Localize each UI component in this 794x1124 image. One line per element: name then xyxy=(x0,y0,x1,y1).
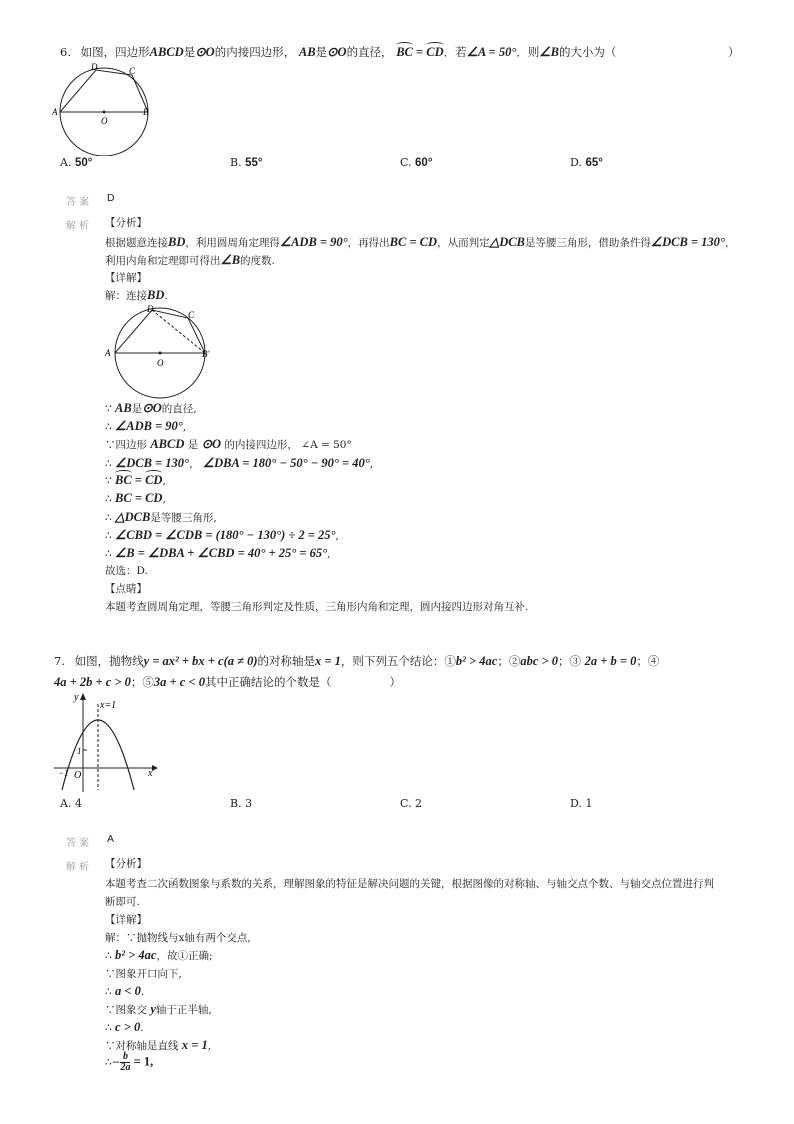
q7-step-5: ∵图象交 y轴于正半轴, xyxy=(105,1002,212,1016)
label-o-2: O xyxy=(157,358,164,368)
label-one: 1 xyxy=(77,746,82,756)
q7-analysis-line1: 本题考查二次函数图象与系数的关系，理解图象的特征是解决问题的关键，根据图像的对称轴、与轴交点个数、与轴交点位置进行判 xyxy=(105,878,714,890)
q7-option-d[interactable]: D. 1 xyxy=(570,797,593,810)
q7-stem-line1: 7. 如图，抛物线y = ax² + bx + c(a ≠ 0)的对称轴是x = 1，则下列五个结论：①b² > 4ac；②abc > 0；③ 2a + b = 0；④ xyxy=(54,654,660,668)
q6-step-2: ∴ ∠ADB = 90°, xyxy=(105,419,187,433)
q6-analysis-line1: 根据题意连接BD，利用圆周角定理得∠ADB = 90°，再得出BC = CD，从而判定△DCB是等腰三角形，借助条件得∠DCB = 130°， xyxy=(105,235,736,249)
q6-stem: 6. 如图，四边形ABCD是⊙O的内接四边形， AB是⊙O的直径， BC = CD．若∠A = 50°．则∠B的大小为（ xyxy=(60,45,617,59)
q6-circle-figure xyxy=(52,60,162,156)
q6-close-paren: ） xyxy=(728,45,740,59)
q6-option-c[interactable]: C. 60° xyxy=(400,156,433,169)
q6-analysis-label: 解析 xyxy=(66,221,92,232)
q6-answer-label: 答案 xyxy=(66,197,92,208)
label-d: D xyxy=(91,62,98,72)
x-axis-arrow xyxy=(152,765,158,771)
label-origin: O xyxy=(74,770,82,781)
center-dot-2 xyxy=(159,352,162,355)
q7-parabola-figure xyxy=(52,690,162,794)
q6-step-5: ∴ ∠CBD = ∠CDB = (180° − 130°) ÷ 2 = 25°, xyxy=(105,528,339,542)
label-c-2: C xyxy=(188,310,195,320)
q6-step-iso: ∴ △DCB是等腰三角形, xyxy=(105,510,217,524)
q6-analysis-line2: 利用内角和定理即可得出∠B的度数. xyxy=(105,253,275,267)
arc-cd: CD xyxy=(426,45,444,59)
q7-analysis-head: 【分析】 xyxy=(105,858,147,870)
q6-analysis-head: 【分析】 xyxy=(105,217,147,229)
q7-option-a[interactable]: A. 4 xyxy=(60,797,82,810)
label-b-2: B' xyxy=(202,349,210,359)
label-y: y xyxy=(74,692,79,703)
label-neg-one: −1 xyxy=(58,768,69,778)
y-axis-arrow xyxy=(80,693,86,700)
arc-bc: BC xyxy=(396,45,413,59)
q7-step-4: ∴ a < 0. xyxy=(105,984,145,998)
label-a: A xyxy=(52,107,58,117)
q6-step-arc: ∵ BC = CD, xyxy=(105,473,166,487)
q6-detail-head: 【详解】 xyxy=(105,272,147,284)
q7-stem-line2: 4a + 2b + c > 0；⑤3a + c < 0其中正确结论的个数是（ ） xyxy=(54,675,401,689)
q7-step-3: ∵图象开口向下, xyxy=(105,968,182,980)
q6-comment-head: 【点睛】 xyxy=(105,583,147,595)
q6-solution-figure xyxy=(104,300,224,400)
q6-step-1: ∵ AB是⊙O的直径, xyxy=(105,401,197,415)
label-axis: x=1 xyxy=(100,700,117,711)
q6-option-b[interactable]: B. 55° xyxy=(230,156,263,169)
q7-step-1: 解：∵抛物线与x轴有两个交点, xyxy=(105,932,251,944)
q6-step-3: ∵四边形 ABCD 是 ⊙O 的内接四边形， ∠A = 50° xyxy=(105,437,352,451)
label-c: C xyxy=(129,66,136,76)
label-d-2: D xyxy=(147,304,154,314)
label-a-2: A xyxy=(105,348,111,358)
fraction-b-over-2a: $\frac{b}{2a}$ xyxy=(120,1051,131,1073)
label-b: B xyxy=(143,107,149,117)
q7-answer-label: 答案 xyxy=(66,838,92,849)
q6-option-d[interactable]: D. 65° xyxy=(570,156,603,169)
label-o: O xyxy=(101,116,108,126)
q7-analysis-line2: 断即可. xyxy=(105,896,140,908)
q6-solve-intro: 解：连接BD. xyxy=(105,288,168,302)
label-x: x xyxy=(148,768,153,779)
q6-step-bccd: ∴ BC = CD, xyxy=(105,491,166,505)
q7-answer-value: A xyxy=(107,833,115,845)
q7-step-2: ∴ b² > 4ac，故①正确; xyxy=(105,948,213,962)
q6-step-6: ∴ ∠B = ∠DBA + ∠CBD = 40° + 25° = 65°, xyxy=(105,546,331,560)
q7-step-8: ∴− $\frac{b}{2a}$ = 1, xyxy=(105,1051,154,1073)
q6-comment: 本题考查圆周角定理，等腰三角形判定及性质，三角形内角和定理，圆内接四边形对角互补. xyxy=(105,601,529,613)
q6-option-a[interactable]: A. 50° xyxy=(60,156,93,169)
q6-step-4: ∴ ∠DCB = 130°， ∠DBA = 180° − 50° − 90° = 40°, xyxy=(105,456,374,470)
q7-step-6: ∴ c > 0. xyxy=(105,1020,144,1034)
q7-option-b[interactable]: B. 3 xyxy=(230,797,253,810)
q7-option-c[interactable]: C. 2 xyxy=(400,797,423,810)
q7-step-7: ∵对称轴是直线 x = 1, xyxy=(105,1038,212,1052)
q6-choose: 故选：D. xyxy=(105,565,148,577)
q7-detail-head: 【详解】 xyxy=(105,914,147,926)
q7-analysis-label: 解析 xyxy=(66,862,92,873)
q6-answer-value: D xyxy=(107,192,115,204)
chords-adcb xyxy=(60,70,148,112)
dashed-bd xyxy=(152,310,205,353)
center-dot xyxy=(103,111,106,114)
